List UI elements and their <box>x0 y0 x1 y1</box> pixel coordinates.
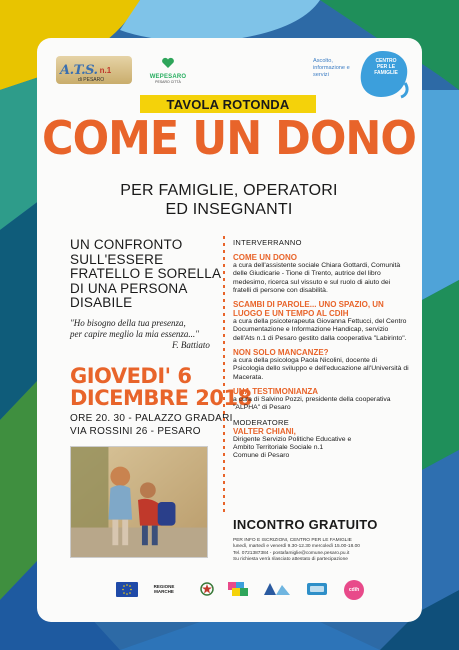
quote <box>70 318 230 340</box>
centro-line: CENTRO <box>375 58 397 64</box>
cdih-logo: cdih <box>344 580 364 600</box>
lead-line: DI UNA PERSONA <box>70 280 188 296</box>
ascolto-line: Ascolto, <box>313 58 333 64</box>
contact-info-line: Tel. 0721387384 - postafamiglie@comune.pesaro.pu.it <box>233 550 350 556</box>
lead-line: DISABILE <box>70 295 133 310</box>
wepesaro-logo <box>148 56 188 86</box>
program-item <box>233 300 409 343</box>
ascolto-line: servizi <box>313 72 329 78</box>
lead-line: FRATELLO E SORELLA <box>70 266 222 281</box>
fse-mark-icon <box>226 580 252 598</box>
ast-mark-icon <box>262 581 292 597</box>
event-lead <box>70 238 230 311</box>
moderator-name: VALTER CHIANI, <box>233 426 296 436</box>
contact-info-line: Su richiesta verrà rilasciato attestato di partecipazione <box>233 557 348 563</box>
children-photo <box>70 446 208 558</box>
regione-line: MARCHE <box>154 589 174 594</box>
dotted-divider <box>222 236 226 512</box>
ast-logo <box>262 580 292 598</box>
event-date-month: DICEMBRE 2018 <box>70 386 252 410</box>
event-date-day: GIOVEDI' 6 <box>70 364 192 388</box>
ats-logo <box>56 56 132 84</box>
quote-author: F. Battiato <box>172 340 210 350</box>
partner-mark-icon <box>306 580 328 598</box>
program-item-body: a cura di Salvino Pozzi, presidente della cooperativa "ALPHA" di Pesaro <box>233 395 391 412</box>
event-subtitle-line-1: PER FAMIGLIE, OPERATORI <box>120 182 338 199</box>
quote-line: "Ho bisogno della tua presenza, <box>70 318 186 328</box>
event-title: COME UN DONO <box>42 112 416 166</box>
partner-logo <box>306 580 328 598</box>
regione-marche-logo <box>152 580 176 598</box>
event-type-banner <box>140 95 316 113</box>
ats-logo-number: n.1 <box>99 65 112 75</box>
ats-logo-mark: A.T.S. <box>60 62 98 78</box>
program-item-body: a cura dell'assistente sociale Chiara Gottardi, Comunità delle Giudicarie - Tione di Trento, autrice del libro medesimo, ricerca sul vissuto e sul ruolo di aiuto dei fratelli di persone con disabilità. <box>233 262 401 294</box>
moderator-role-line: Ambito Territoriale Sociale n.1 <box>233 443 324 451</box>
wepesaro-logo-name: WEPESARO <box>149 74 187 80</box>
free-entry-heading: INCONTRO GRATUITO <box>233 517 378 532</box>
wepesaro-logo-sub: PESARO CITTÀ <box>155 80 181 84</box>
sponsor-logos <box>116 580 366 600</box>
lead-line: SULL'ESSERE <box>70 251 164 267</box>
ats-logo-city: di PESARO <box>78 77 105 83</box>
ascolto-line: informazione e <box>313 65 350 71</box>
program-item <box>233 387 409 413</box>
event-venue-time: ORE 20. 30 - PALAZZO GRADARI <box>70 413 233 424</box>
program-item-title: NON SOLO MANCANZE? <box>233 348 329 358</box>
regione-line: REGIONE <box>153 584 175 589</box>
fse-logo <box>226 580 252 598</box>
contact-info-line: PER INFO E ISCRIZIONI, CENTRO PER LE FAMIGLIE <box>233 538 352 543</box>
program-item-body: a cura della psicoterapeuta Giovanna Fettucci, del Centro Documentazione e Informazione Handicap, servizio dell'Ats n.1 di Pesaro gestito dalla cooperativa "Labirinto". <box>233 318 407 342</box>
event-type-label: TAVOLA ROTONDA <box>166 96 290 112</box>
moderator-label: MODERATORE <box>233 417 290 427</box>
centro-line: FAMIGLIE <box>374 70 398 76</box>
italian-republic-emblem <box>200 580 214 598</box>
event-subtitle-line-2: ED INSEGNANTI <box>165 201 293 218</box>
quote-line: per capire meglio la mia essenza..." <box>70 329 199 339</box>
centro-famiglie-label <box>368 58 404 76</box>
moderator-role-line: Dirigente Servizio Politiche Educative e <box>233 435 352 443</box>
centro-line: PER LE <box>376 64 396 70</box>
star-emblem-icon <box>200 580 214 598</box>
program-item-title: SCAMBI DI PAROLE... UNO SPAZIO, UN LUOGO E UN TEMPO AL CDIH <box>233 300 384 319</box>
program-item-title: COME UN DONO <box>233 253 297 262</box>
speakers-label: INTERVERRANNO <box>233 238 302 247</box>
program-item <box>233 348 409 382</box>
heart-icon <box>161 57 175 69</box>
event-venue-address: VIA ROSSINI 26 - PESARO <box>70 426 201 437</box>
contact-info-line: lunedì, martedì e venerdì 9.30-12.30 mercoledì 15.00-18.00 <box>233 544 360 550</box>
program-column <box>233 238 409 460</box>
moderator-role <box>233 436 409 461</box>
lead-line: UN CONFRONTO <box>70 237 183 252</box>
contact-info <box>233 538 409 564</box>
eu-flag-logo <box>116 582 138 597</box>
program-item-title: UNA TESTIMONIANZA <box>233 386 319 396</box>
moderator-role-line: Comune di Pesaro <box>233 452 290 460</box>
eu-stars-icon <box>116 582 138 597</box>
program-item <box>233 253 409 295</box>
program-item-body: a cura della psicologa Paola Nicolini, docente di Psicologia dello sviluppo e dell'educazione all'Università di Macerata. <box>233 357 409 381</box>
